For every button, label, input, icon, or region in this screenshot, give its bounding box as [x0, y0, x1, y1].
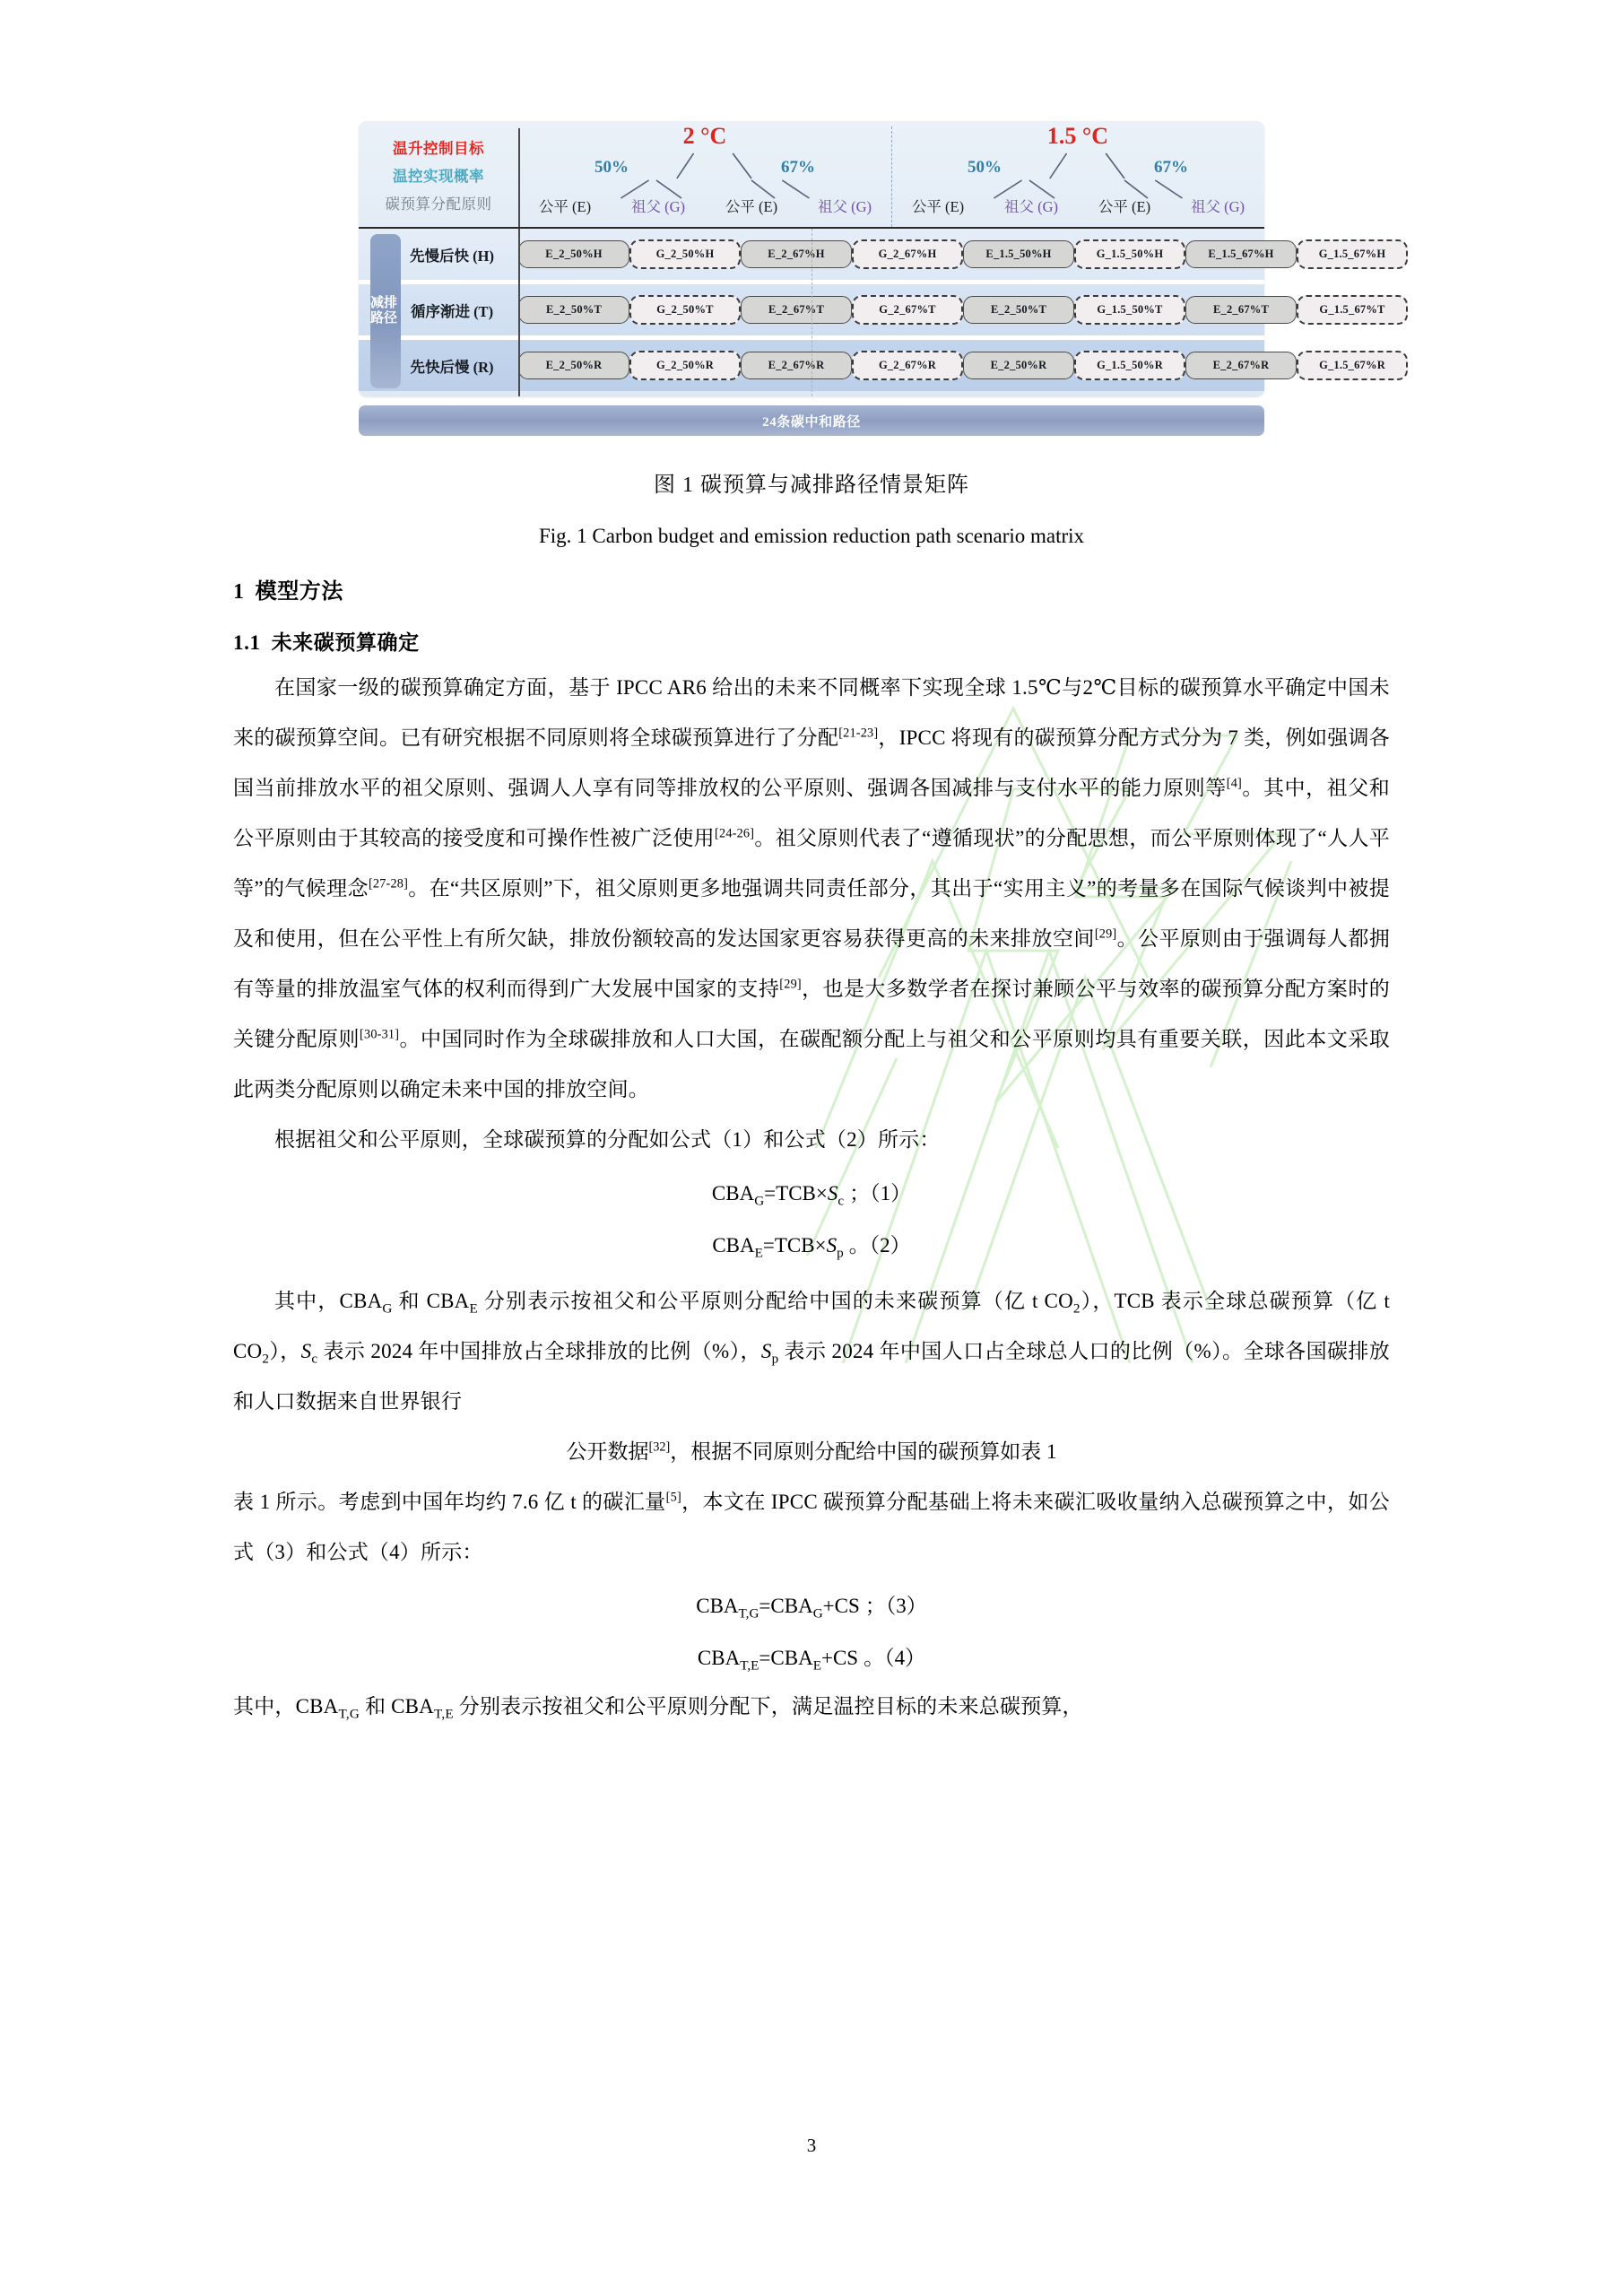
scenario-chip[interactable]: G_2_67%R — [852, 351, 963, 380]
paragraph-1-part-e: 。在“共区原则”下，祖父原则更多地强调共同责任部分，其出于“实用主义”的考量多在国际气候谈判中被提及和使用，但在公平性上有所欠缺，排放份额较高的发达国家更容易获得更高的未来排放空间 — [233, 877, 1390, 950]
equation-3-rhs: =CBA — [759, 1595, 813, 1617]
equation-3 — [233, 1583, 1390, 1630]
paragraph-1-part-a: 在国家一级的碳预算确定方面，基于 IPCC AR6 给出的未来不同概率下实现全球 1.5℃与2℃目标的碳预算水平确定中国未来的碳预算空间。已有研究根据不同原则将全球碳预算进行了分配 — [233, 676, 1390, 749]
matrix-cell — [1074, 351, 1185, 380]
sub-c: c — [311, 1351, 318, 1367]
matrix-cell — [963, 352, 1074, 379]
equation-4-rhs-sub: E — [812, 1657, 821, 1674]
paragraph-6 — [233, 1682, 1390, 1732]
paragraph-3-part-d: ），TCB 表示全球总碳预算（亿 t CO — [233, 1290, 1390, 1362]
row-cells-t — [518, 284, 1408, 335]
sub-p: p — [771, 1351, 779, 1367]
equation-1-var: S — [827, 1182, 838, 1205]
section-number-1: 1 — [233, 580, 245, 604]
target-label-2c: 2 °C — [682, 123, 727, 149]
scenario-chip[interactable]: G_1.5_50%T — [1074, 295, 1185, 325]
section-title-1-1: 未来碳预算确定 — [271, 631, 420, 654]
equation-2-var-sub: p — [837, 1245, 844, 1261]
citation-ref: [4] — [1226, 776, 1242, 791]
scenario-chip[interactable]: E_2_50%H — [518, 240, 629, 268]
paragraph-5-part-b: ，本文在 IPCC 碳预算分配基础上将未来碳汇吸收量纳入总碳预算之中，如公式（3）和公式（4）所示： — [233, 1491, 1390, 1563]
row-label-t: 循序渐进 (T) — [410, 302, 494, 320]
paragraph-1 — [233, 663, 1390, 1115]
section-number-1-1: 1.1 — [233, 631, 261, 654]
paragraph-3-part-g: 表示 2024 年中国人口占全球总人口的比例（%）。全球各国碳排放和人口数据来自世界银行 — [233, 1340, 1390, 1413]
principle-15c-67-fair: 公平 (E) — [1098, 198, 1151, 215]
matrix-cell — [1185, 352, 1297, 379]
row-cells-h — [518, 229, 1408, 280]
sub-e: E — [469, 1300, 478, 1317]
citation-ref: [27-28] — [368, 876, 409, 891]
label-principle: 碳预算分配原则 — [385, 196, 492, 213]
matrix-cell — [1297, 295, 1408, 325]
paragraph-1-part-d: 。祖父原则代表了“遵循现状”的分配思想，而公平原则体现了“人人平等”的气候理念 — [233, 827, 1390, 900]
matrix-cell — [1074, 295, 1185, 325]
scenario-chip[interactable]: G_1.5_50%H — [1074, 239, 1185, 269]
sub-co2: 2 — [1072, 1300, 1081, 1317]
scenario-chip[interactable]: E_2_50%R — [518, 352, 629, 379]
divider-vertical-body — [518, 229, 520, 396]
equation-1-rhs: =TCB× — [764, 1182, 828, 1205]
prob-15c-67: 67% — [1154, 158, 1188, 177]
target-group-15c — [891, 121, 1264, 229]
matrix-cell — [963, 240, 1074, 268]
matrix-cell — [1297, 239, 1408, 269]
figure-footer-banner — [359, 405, 1264, 436]
matrix-cell — [1185, 296, 1297, 324]
paragraph-3-part-c: 分别表示按祖父和公平原则分配给中国的未来碳预算（亿 t CO — [477, 1290, 1073, 1312]
figure-body — [359, 229, 1386, 396]
section-heading-1-1 — [233, 626, 1390, 656]
equation-2-number: 。（2） — [848, 1234, 911, 1257]
side-tab-reduction-path — [370, 234, 401, 388]
equation-3-rhs-sub: G — [812, 1605, 823, 1622]
equation-1-number: ；（1） — [849, 1182, 912, 1205]
scenario-chip[interactable]: G_1.5_67%T — [1297, 295, 1408, 325]
prob-15c-50: 50% — [968, 158, 1002, 177]
matrix-cell — [629, 351, 741, 380]
citation-ref: [30-31] — [360, 1027, 400, 1042]
equation-3-lhs-sub: T,G — [738, 1605, 759, 1622]
equation-4-lhs-sub: T,E — [740, 1657, 759, 1674]
paragraph-6-part-b: 和 CBA — [360, 1695, 434, 1718]
principle-2c-50-fair: 公平 (E) — [538, 198, 592, 215]
matrix-cell — [1074, 239, 1185, 269]
principle-2c-50-grand: 祖父 (G) — [630, 198, 686, 215]
scenario-chip[interactable]: E_2_50%T — [963, 296, 1074, 324]
variable-sp: S — [760, 1340, 772, 1362]
matrix-cell — [629, 239, 741, 269]
scenario-chip[interactable]: G_2_67%H — [852, 239, 963, 269]
target-label-15c: 1.5 °C — [1046, 123, 1109, 149]
matrix-cell — [963, 296, 1074, 324]
equation-3-tail: +CS — [822, 1595, 860, 1617]
principle-2c-67-fair: 公平 (E) — [725, 198, 778, 215]
matrix-cell — [741, 240, 852, 268]
paragraph-1-part-h: 。中国同时作为全球碳排放和人口大国，在碳配额分配上与祖父和公平原则均具有重要关联，因此本文采取此两类分配原则以确定未来中国的排放空间。 — [233, 1028, 1390, 1100]
scenario-chip[interactable]: E_2_67%T — [741, 296, 852, 324]
scenario-chip[interactable]: G_1.5_50%R — [1074, 351, 1185, 380]
matrix-cell — [852, 295, 963, 325]
figure-caption-en: Fig. 1 Carbon budget and emission reduction path scenario matrix — [538, 525, 1085, 547]
paragraph-1-part-g: ，也是大多数学者在探讨兼顾公平与效率的碳预算分配方案时的关键分配原则 — [233, 978, 1390, 1050]
figure-footer-label: 24条碳中和路径 — [762, 414, 861, 430]
principle-15c-67-grand: 祖父 (G) — [1190, 198, 1245, 215]
figure-tree — [518, 121, 1264, 229]
divider-vertical-header — [518, 128, 520, 229]
row-cells-r — [518, 340, 1408, 391]
sub-tg: T,G — [338, 1706, 360, 1722]
paragraph-1-part-c: 。其中，祖父和公平原则由于其较高的接受度和可操作性被广泛使用 — [233, 777, 1390, 849]
figure-header — [359, 121, 1264, 229]
equation-4-lhs: CBA — [697, 1647, 741, 1669]
paragraph-6-part-c: 分别表示按祖父和公平原则分配下，满足温控目标的未来总碳预算， — [453, 1695, 1083, 1718]
scenario-chip[interactable]: E_2_67%T — [1185, 296, 1297, 324]
scenario-chip[interactable]: E_2_67%H — [741, 240, 852, 268]
equation-2-lhs: CBA — [712, 1234, 755, 1257]
matrix-cell — [741, 296, 852, 324]
side-tab-label: 减排路径 — [370, 296, 398, 326]
equation-1 — [233, 1170, 1390, 1217]
equation-2-rhs: =TCB× — [762, 1234, 827, 1257]
principle-15c-50-fair: 公平 (E) — [911, 198, 965, 215]
scenario-chip[interactable]: E_2_50%T — [518, 296, 629, 324]
paragraph-3-part-a: 其中，CBA — [274, 1290, 383, 1312]
equation-2-lhs-sub: E — [754, 1245, 763, 1261]
paragraph-1-part-b: ，IPCC 将现有的碳预算分配方式分为 7 类，例如强调各国当前排放水平的祖父原则、强调人人享有同等排放权的公平原则、强调各国减排与支付水平的能力原则等 — [233, 726, 1390, 799]
prob-2c-50: 50% — [595, 158, 629, 177]
equation-3-lhs: CBA — [696, 1595, 739, 1617]
paragraph-3-part-e: ）， — [269, 1340, 301, 1362]
equation-1-var-sub: c — [838, 1193, 845, 1209]
matrix-cell — [629, 295, 741, 325]
citation-ref: [5] — [665, 1490, 681, 1505]
principle-2c-67-grand: 祖父 (G) — [817, 198, 872, 215]
matrix-cell — [852, 239, 963, 269]
scenario-chip[interactable]: E_1.5_50%H — [963, 240, 1074, 268]
scenario-chip[interactable]: E_2_50%R — [963, 352, 1074, 379]
equation-1-lhs-sub: G — [754, 1193, 765, 1209]
equation-3-number: ；（3） — [864, 1595, 927, 1617]
citation-ref: [24-26] — [715, 826, 755, 841]
figure-axis-labels — [359, 121, 518, 229]
scenario-chip[interactable]: E_1.5_67%H — [1185, 240, 1297, 268]
paragraph-4-part-b: ，根据不同原则分配给中国的碳预算如表 1 — [670, 1440, 1057, 1463]
citation-ref: [29] — [779, 977, 802, 992]
matrix-cell — [518, 240, 629, 268]
citation-ref: [32] — [648, 1439, 671, 1455]
target-group-2c — [518, 121, 891, 229]
scenario-chip[interactable]: E_2_67%R — [741, 352, 852, 379]
page-number: 3 — [806, 2135, 817, 2156]
scenario-chip[interactable]: G_2_50%R — [629, 351, 741, 380]
prob-2c-67: 67% — [781, 158, 815, 177]
scenario-chip[interactable]: E_2_67%R — [1185, 352, 1297, 379]
scenario-chip[interactable]: G_2_67%T — [852, 295, 963, 325]
paragraph-3-part-b: 和 CBA — [392, 1290, 470, 1312]
matrix-cell — [1185, 240, 1297, 268]
figure-panel — [359, 121, 1386, 396]
paragraph-4-centered — [233, 1427, 1390, 1477]
paragraph-6-part-a: 其中，CBA — [233, 1695, 339, 1718]
row-label-h: 先慢后快 (H) — [410, 247, 494, 265]
paragraph-2: 根据祖父和公平原则，全球碳预算的分配如公式（1）和公式（2）所示： — [274, 1128, 941, 1151]
matrix-cell — [518, 296, 629, 324]
section-title-1: 模型方法 — [255, 580, 344, 604]
citation-ref: [21-23] — [838, 726, 879, 741]
divider-dashed-header — [891, 126, 892, 227]
paragraph-5 — [233, 1477, 1390, 1578]
matrix-cell — [518, 352, 629, 379]
equation-4-tail: +CS — [820, 1647, 859, 1669]
equation-4-number: 。（4） — [864, 1647, 926, 1669]
sub-co2: 2 — [262, 1351, 270, 1367]
matrix-cell — [1297, 351, 1408, 380]
sub-te: T,E — [434, 1706, 454, 1722]
section-heading-1 — [233, 573, 1390, 604]
equation-1-lhs: CBA — [711, 1182, 755, 1205]
equation-2-var: S — [826, 1234, 838, 1257]
equation-2 — [233, 1222, 1390, 1269]
figure-1 — [359, 0, 1386, 436]
scenario-chip[interactable]: G_2_50%T — [629, 295, 741, 325]
scenario-chip[interactable]: G_2_50%H — [629, 239, 741, 269]
matrix-cell — [741, 352, 852, 379]
paragraph-5-part-a: 表 1 所示。考虑到中国年均约 7.6 亿 t 的碳汇量 — [233, 1491, 666, 1513]
equation-4 — [233, 1635, 1390, 1682]
principle-15c-50-grand: 祖父 (G) — [1003, 198, 1059, 215]
sub-g: G — [382, 1300, 393, 1317]
variable-sc: S — [300, 1340, 312, 1362]
scenario-chip[interactable]: G_1.5_67%R — [1297, 351, 1408, 380]
matrix-cell — [852, 351, 963, 380]
equation-4-rhs: =CBA — [759, 1647, 813, 1669]
paragraph-1-part-f: 。公平原则由于强调每人都拥有等量的排放温室气体的权利而得到广大发展中国家的支持 — [233, 927, 1391, 1000]
label-temp-goal: 温升控制目标 — [393, 140, 484, 157]
figure-caption-cn: 图 1 碳预算与减排路径情景矩阵 — [654, 474, 969, 497]
paragraph-3 — [233, 1276, 1390, 1427]
paragraph-3-part-f: 表示 2024 年中国排放占全球排放的比例（%）， — [317, 1340, 761, 1362]
citation-ref: [29] — [1094, 926, 1117, 942]
scenario-chip[interactable]: G_1.5_67%H — [1297, 239, 1408, 269]
row-label-r: 先快后慢 (R) — [410, 358, 494, 376]
label-probability: 温控实现概率 — [393, 168, 484, 185]
paragraph-4-part-a: 公开数据 — [566, 1440, 649, 1463]
